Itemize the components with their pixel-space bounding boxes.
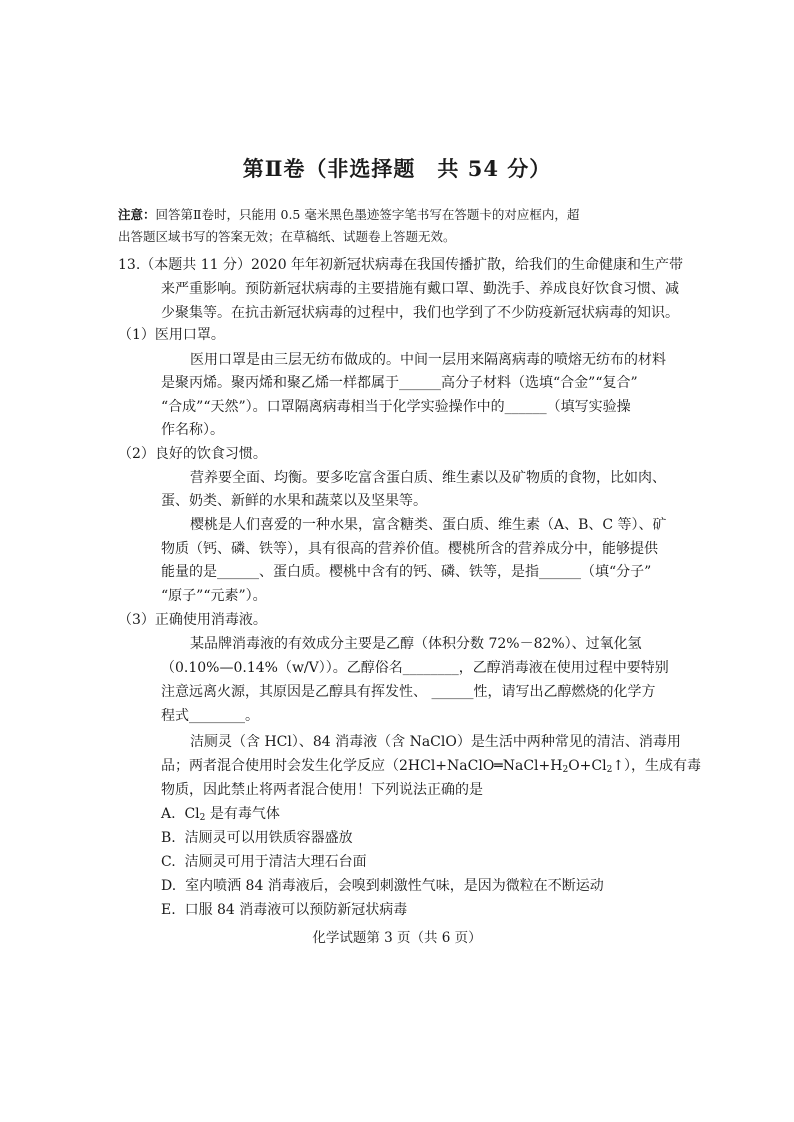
option-a-text-pre: Cl (184, 806, 200, 822)
part2-line-5: 能量的是______、蛋白质。樱桃中含有的钙、磷、铁等，是指______（填“分子” (161, 564, 652, 580)
h2o-subscript: 2 (562, 765, 569, 775)
part1-line-3: “合成”“天然”）。口罩隔离病毒相当于化学实验操作中的______（填写实验操 (161, 399, 631, 415)
option-b (161, 827, 353, 849)
part3-heading: （3）正确使用消毒液。 (118, 612, 267, 628)
part3-line-7: 物质，因此禁止将两者混合使用！下列说法正确的是 (161, 782, 483, 798)
part3-line-2: （0.10%—0.14%（w/V））。乙醇俗名________，乙醇消毒液在使用过程中要特别 (161, 660, 669, 676)
option-a-subscript: 2 (199, 813, 206, 823)
part3-line-5: 洁厕灵（含 HCl）、84 消毒液（含 NaClO）是生活中两种常见的清洁、消毒用 (190, 734, 681, 750)
notice-block (118, 204, 678, 248)
notice-label: 注意： (118, 207, 156, 222)
notice-line-2: 出答题区域书写的答案无效；在草稿纸、试题卷上答题无效。 (118, 229, 456, 244)
part3-line-4: 程式________。 (161, 708, 259, 724)
part1-line-1: 医用口罩是由三层无纺布做成的。中间一层用来隔离病毒的喷熔无纺布的材料 (190, 352, 666, 368)
option-c-label: C. (161, 854, 176, 870)
part2-line-4: 物质（钙、磷、铁等），具有很高的营养价值。樱桃所含的营养成分中，能够提供 (161, 541, 658, 557)
part3-line-6 (161, 755, 701, 777)
option-d-text: 室内喷洒 84 消毒液后，会嗅到刺激性气味，是因为微粒在不断运动 (185, 878, 604, 894)
reaction-text-c: O+Cl (568, 758, 607, 774)
option-a-text-post: 是有毒气体 (205, 806, 280, 822)
option-c-text: 洁厕灵可用于清洁大理石台面 (184, 854, 367, 870)
notice-line-1 (118, 204, 678, 226)
option-e-text: 口服 84 消毒液可以预防新冠状病毒 (184, 902, 408, 918)
part3-line-1: 某品牌消毒液的有效成分主要是乙醇（体积分数 72%－82%）、过氧化氢 (190, 636, 642, 652)
part1-heading: （1）医用口罩。 (118, 327, 225, 343)
section-title: 第Ⅱ卷（非选择题 共 54 分） (242, 156, 552, 181)
option-e-label: E. (161, 902, 176, 918)
q13-line-2: 来严重影响。预防新冠状病毒的主要措施有戴口罩、勤洗手、养成良好饮食习惯、减 (161, 281, 679, 297)
part2-line-6: “原子”“元素”）。 (161, 588, 267, 604)
notice-text-1: 回答第Ⅱ卷时，只能用 0.5 毫米黑色墨迹签字笔书写在答题卡的对应框内，超 (155, 207, 580, 222)
option-d-label: D. (161, 878, 177, 894)
q13-line-1: 13.（本题共 11 分）2020 年年初新冠状病毒在我国传播扩散，给我们的生命健康和生产带 (118, 257, 684, 273)
part2-heading: （2）良好的饮食习惯。 (118, 446, 267, 462)
option-a (161, 803, 280, 825)
option-b-text: 洁厕灵可以用铁质容器盛放 (184, 830, 353, 846)
part3-line-3: 注意远离火源，其原因是乙醇具有挥发性、 ______性，请写出乙醇燃烧的化学方 (161, 684, 656, 700)
option-d (161, 875, 604, 897)
part2-line-1: 营养要全面、均衡。要多吃富含蛋白质、维生素以及矿物质的食物，比如肉、 (190, 470, 666, 486)
part1-line-4: 作名称）。 (161, 422, 224, 438)
reaction-text-a: 品；两者混合使用时会发生化学反应（2HCl+NaClO═NaCl+H (161, 758, 563, 774)
q13-line-3: 少聚集等。在抗击新冠状病毒的过程中，我们也学到了不少防疫新冠状病毒的知识。 (161, 305, 679, 321)
option-c (161, 851, 367, 873)
option-b-label: B. (161, 830, 176, 846)
option-a-label: A. (161, 806, 176, 822)
page-footer: 化学试题第 3 页（共 6 页） (312, 930, 482, 946)
part1-line-2: 是聚丙烯。聚丙烯和聚乙烯一样都属于______高分子材料（选填“合金”“复合” (161, 375, 638, 391)
option-e (161, 899, 407, 921)
part2-line-3: 樱桃是人们喜爱的一种水果，富含糖类、蛋白质、维生素（A、B、C 等）、矿 (190, 517, 667, 533)
cl2-subscript: 2 (606, 765, 613, 775)
reaction-text-e: ↑），生成有毒 (612, 758, 702, 774)
part2-line-2: 蛋、奶类、新鲜的水果和蔬菜以及坚果等。 (161, 493, 427, 509)
